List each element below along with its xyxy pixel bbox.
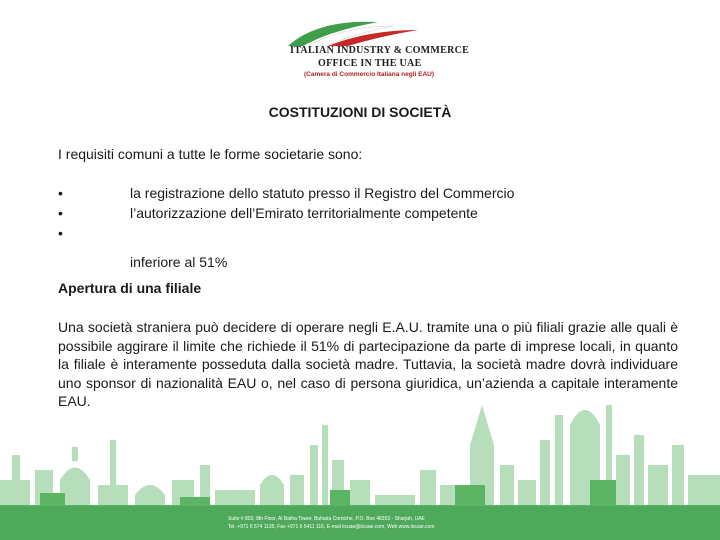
list-item: [58, 203, 618, 223]
footer-band: [0, 506, 720, 540]
logo-subtitle: (Camera di Commercio Italiana negli EAU): [304, 71, 435, 78]
list-item-text: la registrazione dello statuto presso il Registro del Commercio: [130, 185, 515, 201]
page-title: COSTITUZIONI DI SOCIETÀ: [268, 104, 452, 120]
requirements-list: [58, 183, 618, 272]
bullet-marker: •: [58, 185, 63, 201]
intro-text: I requisiti comuni a tutte le forme societarie sono:: [58, 146, 363, 162]
bullet-marker: [58, 252, 130, 272]
footer-address: Suite # 803, 8th Floor, Al Batha Tower, Buhaira Corniche, P.O. Box 48353 - Sharjah, UAE: [228, 516, 425, 522]
bullet-marker: •: [58, 225, 63, 241]
logo-title-line1: ITALIAN INDUSTRY & COMMERCE: [290, 45, 470, 56]
flag-swoosh-icon: [268, 18, 453, 48]
bullet-marker: •: [58, 205, 63, 221]
list-item: [58, 183, 618, 203]
list-item: [58, 223, 618, 243]
list-item: [58, 252, 618, 272]
logo-title-line2: OFFICE IN THE UAE: [318, 58, 422, 69]
section-heading: Apertura di una filiale: [58, 280, 202, 296]
footer-contacts: Tel. +971 6 574 1135, Fax +971 6 5411 116, E-mail iicuae@iicuae.com, Web www.iicuae.com: [228, 524, 435, 530]
list-item-text: inferiore al 51%: [130, 254, 228, 270]
list-item-text: l’autorizzazione dell’Emirato territorialmente competente: [130, 205, 478, 221]
body-paragraph: Una società straniera può decidere di operare negli E.A.U. tramite una o più filiali grazie alle quali è possibile aggirare il limite che richiede il 51% di partecipazione da parte di imprese locali, in quanto la filiale è interamente posseduta dalla società madre. Tuttavia, la società madre dovrà individuare uno sponsor di nazionalità EAU o, nel caso di persona giuridica, un’azienda a capitale interamente EAU.: [58, 319, 678, 409]
chamber-logo: [268, 18, 470, 80]
